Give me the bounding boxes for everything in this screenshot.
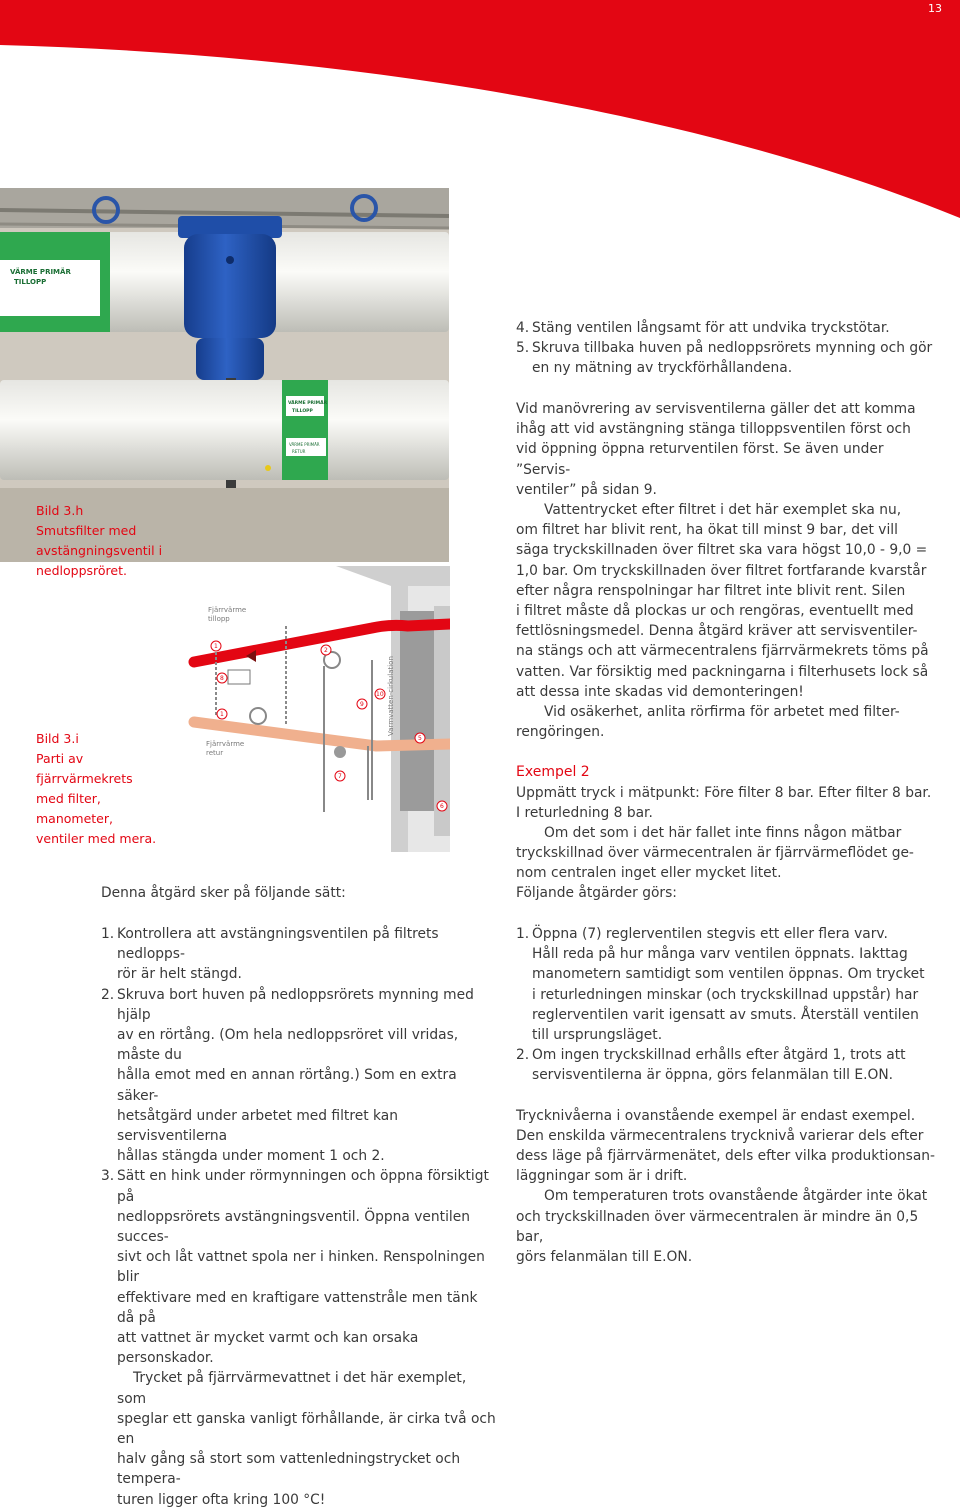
left-column-intro: Denna åtgärd sker på följande sätt: — [101, 885, 346, 901]
label-tillopp-1: Fjärrvärme — [208, 606, 247, 614]
marker-5 — [415, 733, 425, 743]
list-item: 1. Öppna (7) reglerventilen stegvis ett eller flera varv. Håll reda på hur många varv ventilen öppnats. Iakttag manometern samtidigt som ventilen öppnas. Om trycket i returledningen minskar (och tryckskillnad uppstår) har reglerventilen varit igensatt av smuts. Återställ ventilen till ursprungsläget. — [516, 926, 925, 1044]
para-trycket: Trycket på fjärrvärmevattnet i det här exemplet, som speglar ett ganska vanligt förhållande, är cirka två och en halv gång så stort som vattenledningstrycket och tempera- turen ligger ofta kring 100 °C! — [117, 1370, 496, 1508]
svg-text:5: 5 — [418, 735, 422, 742]
photo-tag-small-line2: RETUR — [292, 449, 306, 454]
label-retur-2: retur — [206, 749, 224, 757]
para-trycknivaer: Trycknivåerna i ovanstående exempel är endast exempel. Den enskilda värmecentralens trycknivå varierar dels efter dess läge på fjärrvärmenätet, dels efter vilka produktionsan- läggningar som är i drift. — [516, 1107, 936, 1185]
para-vattentrycket: Vattentrycket efter filtret i det här exemplet ska nu, om filtret har blivit rent, ha ökat till minst 9 bar, det vill säga tryckskillnaden över filtret ska vara högst 10,0 - 9,0 = 1,0 bar. Om tryckskillnaden över filtret fortfarande kvarstår efter några renspolningar har filtret inte blivit rent. Silen i filtret måste då plockas ur och rengöras, eventuellt med fettlösningsmedel. Denna åtgärd kräver att servisventiler- na stängs och att värmecentralens fjärrvärmekrets töms på vatten. Var försiktig med packningarna i filterhusets lock så att dessa inte skadas vid demonteringen! — [516, 502, 929, 700]
right-column-text — [516, 399, 936, 884]
left-column-steps — [101, 924, 496, 1510]
steps-4-5: 4. Stäng ventilen långsamt för att undvika tryckstötar. 5. Skruva tillbaka huven på nedloppsrörets mynning och gör en ny mätning av tryckförhållandena. — [516, 320, 933, 377]
marker-6 — [437, 801, 447, 811]
list-item: 2. Skruva bort huven på nedloppsrörets mynning med hjälp av en rörtång. (Om hela nedloppsröret vill vridas, måste du hålla emot med en annan rörtång.) Som en extra säker- hetsåtgärd under arbetet med filtret kan servisventilerna hållas stängda under moment 1 och 2. — [101, 986, 474, 1165]
svg-text:2: 2 — [324, 647, 328, 654]
caption-bild-3i: Bild 3.i Parti av fjärrvärmekrets med filter, manometer, ventiler med mera. — [36, 731, 157, 846]
label-tillopp-2: tillopp — [208, 615, 230, 623]
photo-tag-small-line1: VÄRME PRIMÄR — [289, 442, 320, 447]
marker-2 — [321, 645, 331, 655]
list-item: 1. Kontrollera att avstängningsventilen på filtrets nedlopps- rör är helt stängd. — [101, 926, 439, 983]
caption-bild-3h: Bild 3.h Smutsfilter med avstängningsventil i nedloppsröret. — [36, 503, 163, 578]
marker-1-top — [211, 641, 221, 651]
svg-text:1: 1 — [214, 643, 218, 650]
svg-text:6: 6 — [440, 803, 444, 810]
marker-1-bottom — [217, 709, 227, 719]
list-item: 3. Sätt en hink under rörmynningen och öppna försiktigt på nedloppsrörets avstängningsventil. Öppna ventilen succes- sivt och låt vattnet spola ner i hinken. Renspolningen blir effektivare med en kraftigare vattenstråle men tänk då på att vattnet är mycket varmt och kan orsaka personskador. — [101, 1168, 489, 1367]
svg-text:9: 9 — [360, 701, 364, 708]
marker-9 — [357, 699, 367, 709]
photo-tag-left-line1: VÄRME PRIMÄR — [10, 268, 71, 276]
svg-text:1: 1 — [220, 711, 224, 718]
marker-7 — [335, 771, 345, 781]
label-varmvatten: Varmvatten-cirkulation — [387, 656, 395, 736]
svg-text:8: 8 — [220, 675, 224, 682]
example-para: Om det som i det här fallet inte finns någon mätbar tryckskillnad över värmecentralen är fjärrvärmeflödet ge- nom centralen inget eller mycket litet. — [516, 825, 914, 882]
svg-text:7: 7 — [338, 773, 342, 780]
district-heating-diagram — [176, 566, 450, 852]
svg-text:10: 10 — [376, 691, 384, 698]
example-measurement: Uppmätt tryck i mätpunkt: Före filter 8 bar. Efter filter 8 bar. I returledning 8 bar. — [516, 784, 932, 821]
para-temperaturen: Om temperaturen trots ovanstående åtgärder inte ökat och tryckskillnaden över värmecentralen är mindre än 0,5 bar, görs felanmälan till E.ON. — [516, 1188, 928, 1266]
label-retur-1: Fjärrvärme — [206, 740, 245, 748]
actions-intro: Följande åtgärder görs: — [516, 885, 677, 901]
marker-8 — [217, 673, 227, 683]
para-osakerhet: Vid osäkerhet, anlita rörfirma för arbetet med filter- rengöringen. — [516, 704, 900, 741]
page-number: 13 — [928, 2, 942, 15]
marker-10 — [375, 689, 385, 699]
right-column-actions — [516, 924, 936, 1267]
example-heading: Exempel 2 — [516, 764, 590, 781]
header-swoosh — [0, 0, 960, 220]
photo-tag-right-line1: VÄRME PRIMÄR — [288, 401, 328, 406]
photo-tag-right-line2: TILLOPP — [292, 409, 313, 414]
photo-tag-left-line2: TILLOPP — [14, 278, 47, 286]
para-servisventiler: Vid manövrering av servisventilerna gäller det att komma ihåg att vid avstängning stänga tilloppsventilen först och vid öppning öppna returventilen först. Se även under ”Servis- ventiler” på sidan 9. — [516, 401, 916, 498]
list-item: 2. Om ingen tryckskillnad erhålls efter åtgärd 1, trots att servisventilerna är öppna, görs felanmälan till E.ON. — [516, 1047, 906, 1084]
